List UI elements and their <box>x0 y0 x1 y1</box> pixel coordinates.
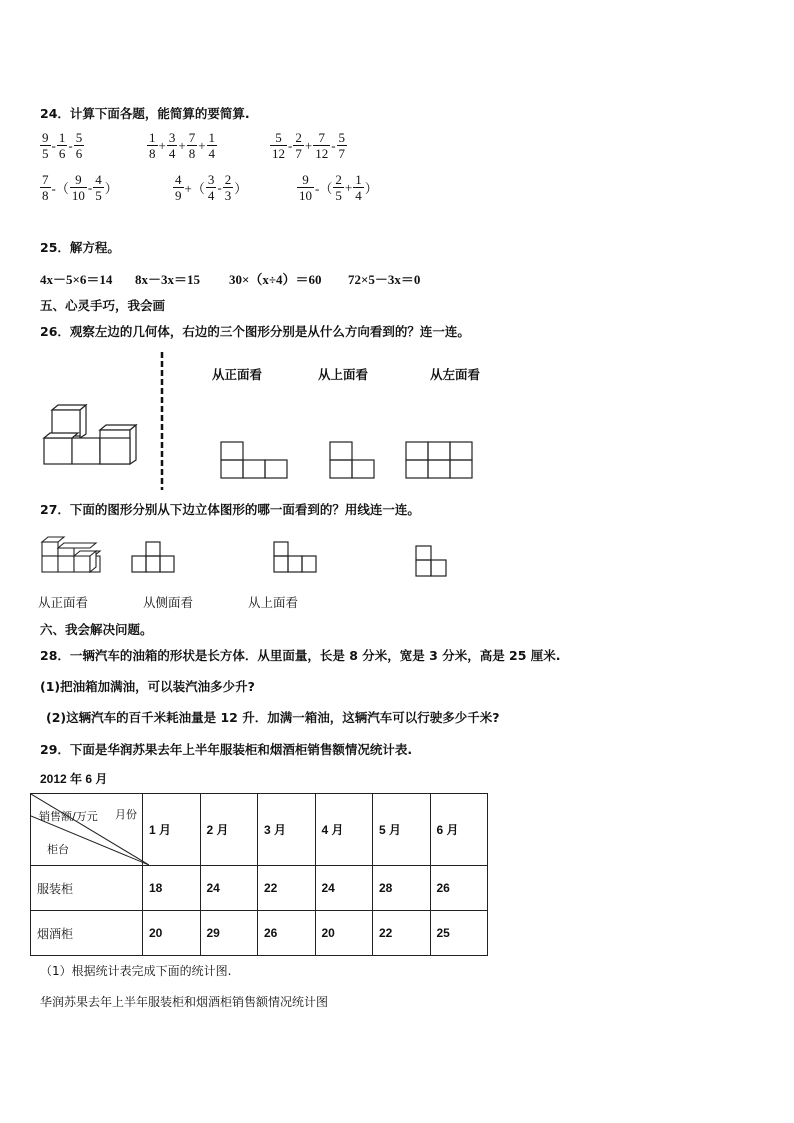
q26-label-front: 从正面看 <box>212 367 263 382</box>
left-view-shape <box>406 442 472 478</box>
q27-solid <box>42 537 100 572</box>
numerator: 2 <box>335 172 342 187</box>
operator: - <box>68 137 73 153</box>
top-view-shape <box>330 442 374 478</box>
fraction <box>70 172 87 203</box>
table-cell: 20 <box>315 911 373 956</box>
month-header: 3 月 <box>258 794 316 866</box>
denominator: 10 <box>71 188 85 203</box>
q26-title: 26．观察左边的几何体，右边的三个图形分别是从什么方向看到的？连一连。 <box>40 324 470 339</box>
month-header: 5 月 <box>373 794 431 866</box>
q25-title: 25．解方程。 <box>40 240 120 255</box>
fraction <box>207 130 218 161</box>
equation-3: 30×（x÷4）＝60 <box>229 272 322 287</box>
fraction <box>147 130 158 161</box>
front-view-shape <box>221 442 287 478</box>
table-cell: 26 <box>258 911 316 956</box>
fraction <box>313 130 330 161</box>
fraction <box>173 172 184 203</box>
denominator: 9 <box>175 188 182 203</box>
expression <box>40 130 84 161</box>
q26-label-left: 从左面看 <box>430 367 481 382</box>
q28-title: 28．一辆汽车的油箱的形状是长方体．从里面量，长是 8 分米，宽是 3 分米，高是 25 厘米. <box>40 648 561 663</box>
header-sales: 销售额/万元 <box>39 810 98 823</box>
table-date: 2012 年 6 月 <box>40 772 108 786</box>
q27-figure <box>38 530 458 582</box>
denominator: 7 <box>338 146 346 161</box>
fraction <box>74 130 85 161</box>
q29-task: （1）根据统计表完成下面的统计图. <box>40 964 232 978</box>
fraction <box>93 172 104 203</box>
numerator: 4 <box>95 172 102 187</box>
fraction <box>333 172 344 203</box>
operator: - <box>288 137 293 153</box>
operator: + <box>344 179 353 195</box>
q27-label-side: 从侧面看 <box>143 595 194 610</box>
month-header: 1 月 <box>143 794 201 866</box>
numerator: 5 <box>75 130 83 145</box>
month-header: 2 月 <box>200 794 258 866</box>
denominator: 7 <box>295 146 302 161</box>
equation-2: 8x－3x＝15 <box>135 272 201 287</box>
q28-part-2: (2)这辆汽车的百千米耗油量是 12 升．加满一箱油，这辆汽车可以行驶多少千米? <box>46 710 500 725</box>
table-row <box>31 866 488 911</box>
operator: ） <box>364 181 378 196</box>
operator: ） <box>104 181 118 196</box>
table-cell: 24 <box>315 866 373 911</box>
numerator: 9 <box>42 130 49 145</box>
q27-label-top: 从上面看 <box>248 595 299 610</box>
sales-table <box>30 793 488 956</box>
numerator: 4 <box>175 172 182 187</box>
numerator: 7 <box>42 172 49 187</box>
q27-view-3 <box>416 546 446 576</box>
numerator: 2 <box>295 130 302 145</box>
section-5-heading: 五、心灵手巧，我会画 <box>40 298 166 313</box>
table-cell: 22 <box>373 911 431 956</box>
denominator: 8 <box>188 146 196 161</box>
numerator: 5 <box>270 130 287 146</box>
fraction <box>353 172 364 203</box>
table-cell: 22 <box>258 866 316 911</box>
operator: - <box>331 137 336 153</box>
fraction <box>206 172 217 203</box>
q28-part-1: (1)把油箱加满油，可以装汽油多少升? <box>40 679 255 694</box>
denominator: 8 <box>42 188 49 203</box>
denominator: 3 <box>224 188 232 203</box>
denominator: 5 <box>335 188 342 203</box>
numerator: 1 <box>355 172 362 187</box>
fraction <box>293 130 304 161</box>
equation-1: 4x－5×6＝14 <box>40 272 113 287</box>
denominator: 4 <box>208 146 216 161</box>
table-cell: 28 <box>373 866 431 911</box>
fraction <box>40 130 51 161</box>
q24-title: 24．计算下面各题，能简算的要简算. <box>40 106 250 121</box>
fraction <box>270 130 287 161</box>
denominator: 8 <box>149 146 156 161</box>
expression <box>40 172 119 203</box>
denominator: 4 <box>168 146 176 161</box>
operator: -（ <box>315 181 333 196</box>
operator: + <box>198 137 206 153</box>
operator: +（ <box>184 181 205 196</box>
numerator: 1 <box>149 130 156 145</box>
table-cell: 24 <box>200 866 258 911</box>
q27-label-front: 从正面看 <box>38 595 89 610</box>
numerator: 7 <box>313 130 330 146</box>
table-cell: 20 <box>143 911 201 956</box>
denominator: 4 <box>207 188 215 203</box>
denominator: 5 <box>95 188 102 203</box>
row-label: 烟酒柜 <box>31 911 143 956</box>
fraction <box>187 130 198 161</box>
table-cell: 18 <box>143 866 201 911</box>
operator: + <box>178 137 186 153</box>
fraction <box>223 172 234 203</box>
operator: + <box>158 137 166 153</box>
table-cell: 25 <box>430 911 488 956</box>
header-month: 月份 <box>115 808 137 821</box>
denominator: 4 <box>355 188 362 203</box>
numerator: 3 <box>168 130 176 145</box>
operator: - <box>87 179 93 195</box>
header-counter: 柜台 <box>47 843 69 856</box>
q26-solid <box>44 405 136 464</box>
numerator: 3 <box>207 172 215 187</box>
denominator: 6 <box>75 146 83 161</box>
operator: -（ <box>51 181 69 196</box>
fraction <box>167 130 178 161</box>
denominator: 12 <box>315 146 329 161</box>
expression <box>297 172 379 203</box>
expression <box>270 130 347 161</box>
table-corner-header <box>31 794 143 866</box>
fraction <box>297 172 314 203</box>
fraction <box>57 130 68 161</box>
table-cell: 29 <box>200 911 258 956</box>
numerator: 2 <box>224 172 232 187</box>
row-label: 服装柜 <box>31 866 143 911</box>
denominator: 12 <box>272 146 285 161</box>
numerator: 1 <box>58 130 66 145</box>
month-header: 6 月 <box>430 794 488 866</box>
equation-4: 72×5－3x＝0 <box>348 272 421 287</box>
numerator: 9 <box>70 172 87 188</box>
operator: + <box>304 137 313 153</box>
q27-view-1 <box>132 542 174 572</box>
fraction <box>40 172 51 203</box>
q29-title: 29．下面是华润苏果去年上半年服装柜和烟酒柜销售额情况统计表. <box>40 742 413 757</box>
numerator: 1 <box>208 130 216 145</box>
expression <box>147 130 217 161</box>
q26-label-top: 从上面看 <box>318 367 369 382</box>
chart-title: 华润苏果去年上半年服装柜和烟酒柜销售额情况统计图 <box>40 995 329 1009</box>
denominator: 6 <box>58 146 66 161</box>
denominator: 10 <box>299 188 312 203</box>
expression <box>173 172 248 203</box>
month-header: 4 月 <box>315 794 373 866</box>
operator: - <box>217 179 222 195</box>
section-6-heading: 六、我会解决问题。 <box>40 622 153 637</box>
table-cell: 26 <box>430 866 488 911</box>
fraction <box>337 130 348 161</box>
numerator: 7 <box>188 130 196 145</box>
q27-view-2 <box>274 542 316 572</box>
numerator: 5 <box>338 130 346 145</box>
numerator: 9 <box>297 172 314 188</box>
table-row <box>31 911 488 956</box>
operator: ） <box>234 181 248 196</box>
denominator: 5 <box>42 146 49 161</box>
table-header-row <box>31 794 488 866</box>
operator: - <box>51 137 56 153</box>
q27-title: 27．下面的图形分别从下边立体图形的哪一面看到的？用线连一连。 <box>40 502 420 517</box>
